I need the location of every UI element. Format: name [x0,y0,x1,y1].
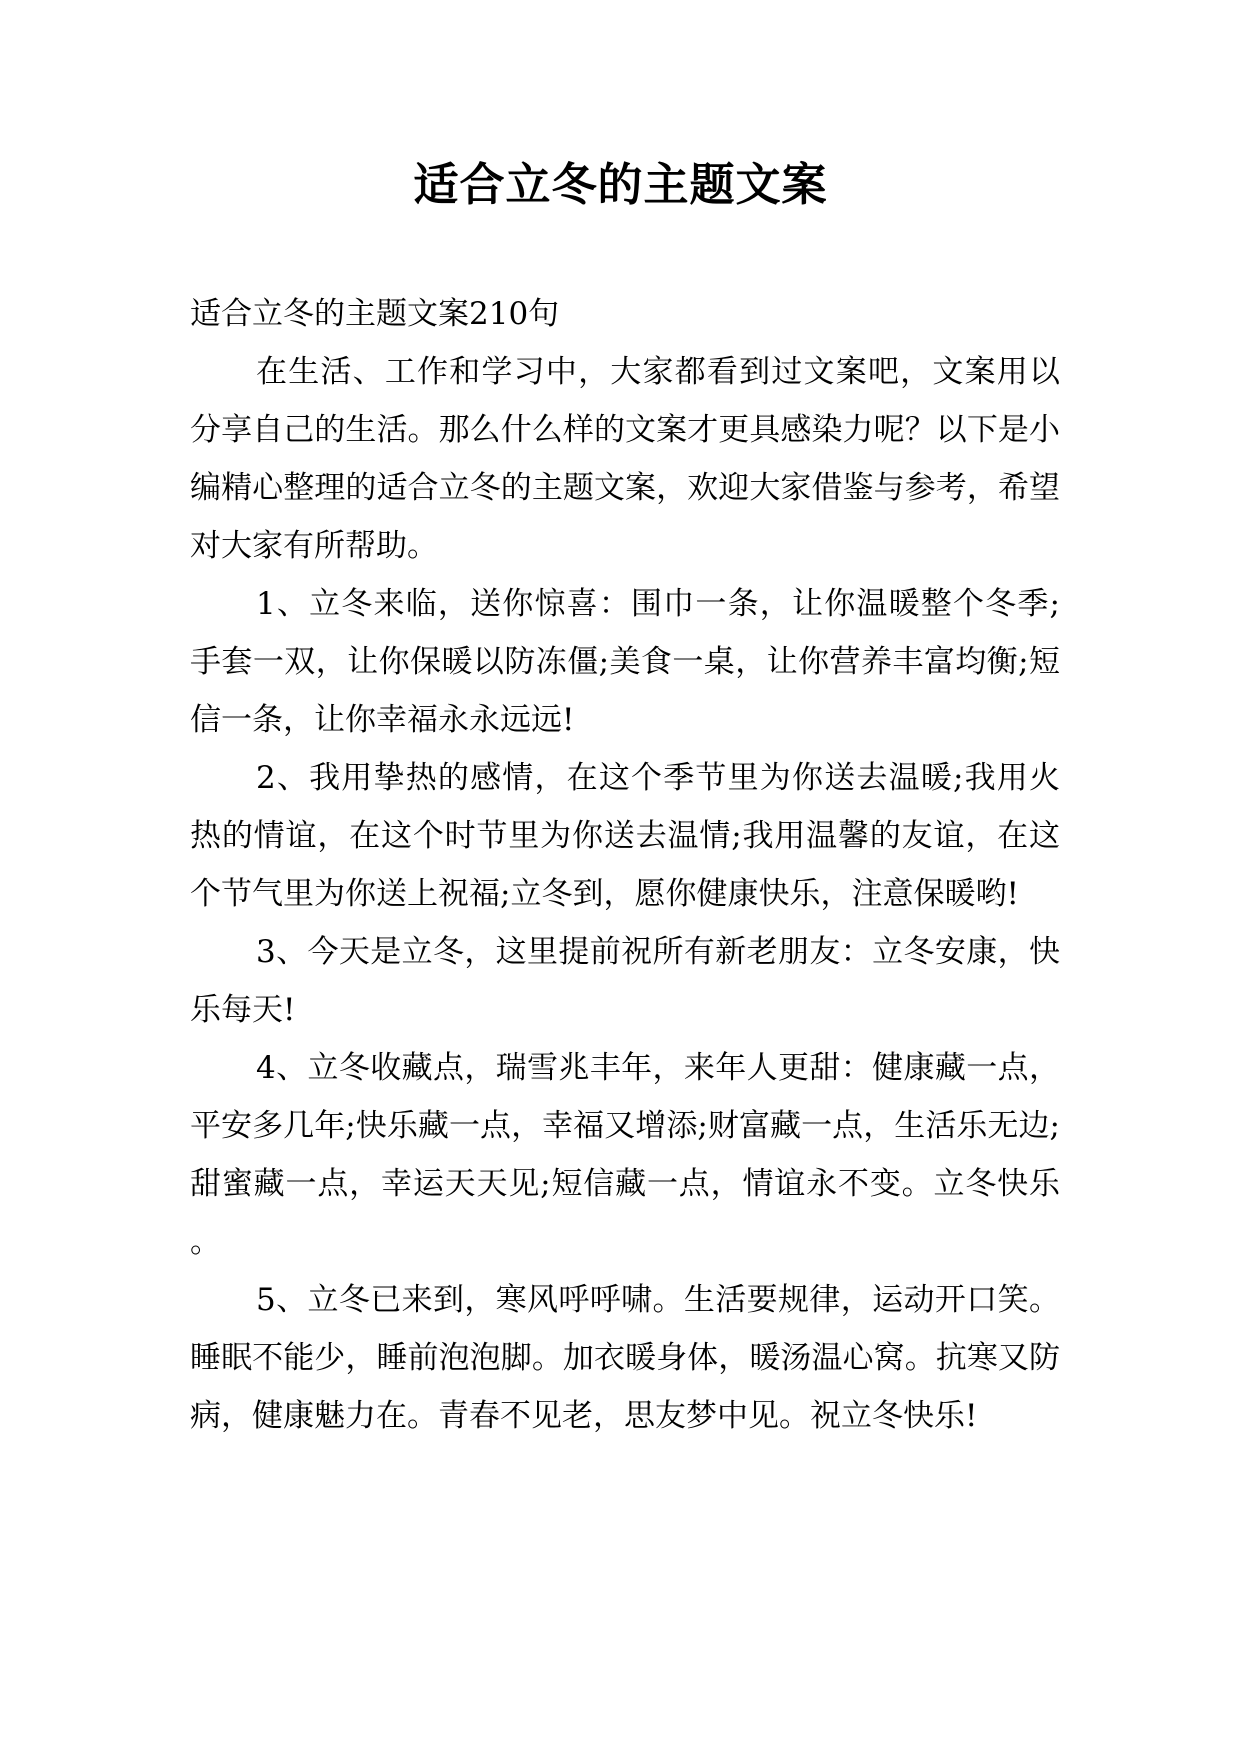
intro-paragraph: 在生活、工作和学习中，大家都看到过文案吧，文案用以分享自己的生活。那么什么样的文案才更具感染力呢？以下是小编精心整理的适合立冬的主题文案，欢迎大家借鉴与参考，希望对大家有所帮助。 [190,354,1060,564]
item-paragraph-1: 1、立冬来临，送你惊喜：围巾一条，让你温暖整个冬季;手套一双，让你保暖以防冻僵;美食一桌，让你营养丰富均衡;短信一条，让你幸福永永远远! [190,586,1060,738]
document-title: 适合立冬的主题文案 [413,158,828,211]
document-body [190,285,1060,1445]
item-paragraph-4: 4、立冬收藏点，瑞雪兆丰年，来年人更甜：健康藏一点，平安多几年;快乐藏一点，幸福又增添;财富藏一点，生活乐无边;甜蜜藏一点，幸运天天见;短信藏一点，情谊永不变。立冬快乐。 [190,1050,1060,1260]
item-paragraph-5: 5、立冬已来到，寒风呼呼啸。生活要规律，运动开口笑。睡眠不能少，睡前泡泡脚。加衣暖身体，暖汤温心窝。抗寒又防病，健康魅力在。青春不见老，思友梦中见。祝立冬快乐! [190,1282,1060,1434]
document-subtitle: 适合立冬的主题文案210句 [190,296,560,332]
item-paragraph-3: 3、今天是立冬，这里提前祝所有新老朋友：立冬安康，快乐每天! [190,934,1060,1028]
item-paragraph-2: 2、我用挚热的感情，在这个季节里为你送去温暖;我用火热的情谊，在这个时节里为你送去温情;我用温馨的友谊，在这个节气里为你送上祝福;立冬到，愿你健康快乐，注意保暖哟! [190,760,1060,912]
